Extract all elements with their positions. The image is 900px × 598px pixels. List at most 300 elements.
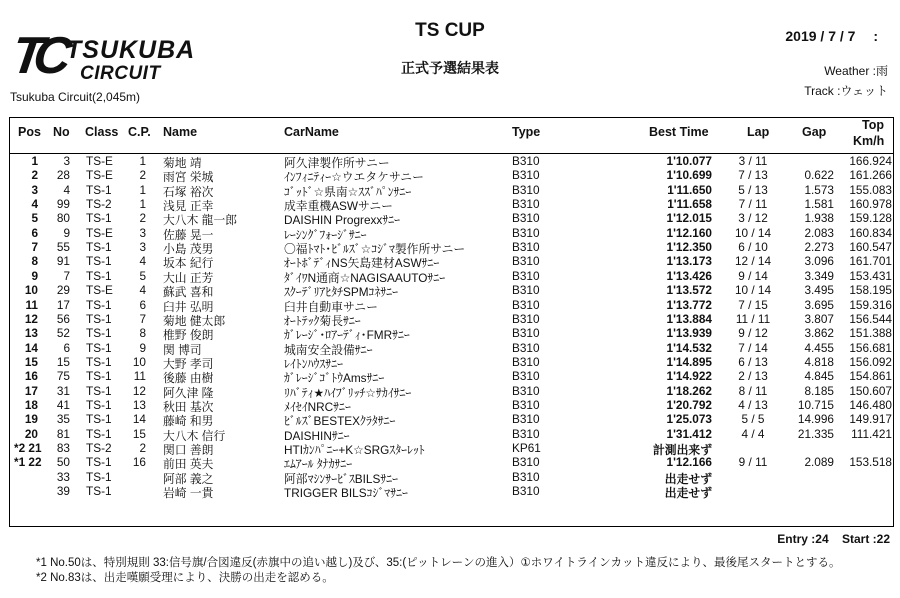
- cell-class: TS-1: [86, 326, 112, 341]
- cell-cp: 15: [132, 426, 146, 441]
- cell-best-time: 出走せず: [664, 471, 712, 486]
- cell-class: TS-1: [86, 455, 112, 470]
- cell-driver-name: 椎野 俊朗: [163, 328, 214, 343]
- cell-gap: 3.695: [804, 297, 834, 312]
- cell-driver-name: 藤崎 和男: [163, 414, 214, 429]
- cell-no: 6: [63, 340, 70, 355]
- table-row: [0, 369, 900, 386]
- cell-top-speed: 159.128: [849, 211, 892, 226]
- cell-best-time: 1'20.792: [666, 397, 712, 412]
- cell-no: 33: [56, 469, 70, 484]
- cell-cp: 2: [139, 441, 146, 455]
- cell-car-name: 阿久津製作所サニー: [284, 156, 390, 170]
- cell-class: TS-2: [86, 197, 112, 212]
- cell-cp: 1: [139, 197, 146, 212]
- cell-car-name: ｴﾑｱｰﾙ ﾀﾅｶｻﾆｰ: [284, 457, 353, 472]
- cell-top-speed: 155.083: [849, 182, 892, 197]
- cell-class: TS-1: [86, 268, 112, 283]
- cell-gap: 4.845: [804, 369, 834, 384]
- header-cp: C.P.: [128, 125, 151, 139]
- cell-class: TS-1: [86, 240, 112, 255]
- cell-gap: 1.938: [804, 211, 834, 226]
- cell-type: B310: [512, 311, 540, 326]
- cell-pos: 10: [24, 283, 38, 298]
- header-name: Name: [163, 125, 198, 139]
- cell-type: B310: [512, 369, 540, 384]
- cell-lap: 3 / 12: [738, 211, 768, 226]
- entry-start-summary: [777, 532, 890, 546]
- cell-pos: 15: [24, 354, 38, 369]
- cell-driver-name: 大野 孝司: [163, 356, 214, 371]
- cell-driver-name: 菊地 健太郎: [163, 313, 226, 328]
- cell-cp: 7: [139, 311, 146, 326]
- cell-driver-name: 関口 善朗: [163, 443, 214, 457]
- cell-best-time: 1'13.173: [666, 254, 712, 269]
- cell-class: TS-1: [86, 254, 112, 269]
- cell-no: 52: [56, 326, 70, 341]
- cell-gap: 3.495: [804, 283, 834, 298]
- cell-no: 17: [56, 297, 70, 312]
- cell-pos: 5: [31, 211, 38, 226]
- cell-top-speed: 146.480: [849, 397, 892, 412]
- cell-driver-name: 臼井 弘明: [163, 299, 214, 314]
- page-subtitle: 正式予選結果表: [401, 60, 499, 76]
- cell-cp: 4: [139, 283, 146, 298]
- cell-car-name: 〇福ﾄﾏﾄ･ﾋﾞﾙｽﾞ☆ｺｼﾞﾏ製作所サニー: [284, 242, 466, 257]
- table-row: [0, 298, 900, 312]
- cell-car-name: DAISHINｻﾆｰ: [284, 428, 350, 443]
- cell-pos: 4: [31, 197, 38, 212]
- cell-pos: 7: [31, 240, 38, 255]
- cell-pos: 18: [24, 397, 38, 412]
- cell-best-time: 1'13.426: [666, 268, 712, 283]
- cell-driver-name: 岩崎 一貴: [163, 486, 214, 501]
- cell-type: KP61: [512, 441, 541, 455]
- weather-info: Weather :雨: [824, 64, 888, 78]
- cell-top-speed: 160.834: [849, 225, 892, 240]
- cell-gap: 1.581: [804, 197, 834, 212]
- cell-pos: 1: [31, 154, 38, 168]
- cell-class: TS-E: [86, 154, 113, 168]
- cell-car-name: 成幸重機ASWサニー: [284, 199, 393, 214]
- table-row: [0, 398, 900, 412]
- cell-driver-name: 大八木 信行: [163, 428, 226, 443]
- cell-driver-name: 大山 正芳: [163, 270, 214, 285]
- cell-driver-name: 佐藤 晃一: [163, 227, 214, 242]
- cell-cp: 3: [139, 225, 146, 240]
- cell-best-time: 1'18.262: [666, 383, 712, 398]
- logo-mark: TC: [7, 27, 66, 85]
- cell-cp: 1: [139, 154, 146, 168]
- cell-car-name: ﾀﾞｲﾜN通商☆NAGISAAUTOｻﾆｰ: [284, 270, 446, 285]
- cell-best-time: 1'10.077: [666, 154, 712, 168]
- cell-no: 35: [56, 412, 70, 427]
- cell-no: 41: [56, 397, 70, 412]
- cell-gap: 2.089: [804, 455, 834, 470]
- cell-no: 91: [56, 254, 70, 269]
- table-row: [0, 254, 900, 271]
- cell-pos: 9: [31, 268, 38, 283]
- cell-no: 56: [56, 311, 70, 326]
- cell-top-speed: 156.681: [849, 340, 892, 355]
- cell-car-name: DAISHIN Progrexxｻﾆｰ: [284, 213, 401, 228]
- cell-car-name: ﾋﾞﾙｽﾞBESTEXｸﾗﾀｻﾆｰ: [284, 414, 396, 429]
- table-row: [0, 240, 900, 257]
- cell-cp: 2: [139, 168, 146, 183]
- cell-cp: 16: [132, 455, 146, 470]
- logo-word-tsukuba: TSUKUBA: [66, 36, 196, 64]
- cell-no: 99: [56, 197, 70, 212]
- cell-gap: 2.083: [804, 225, 834, 240]
- table-row: [0, 197, 900, 214]
- cell-lap: 3 / 11: [738, 154, 768, 168]
- track-condition: Track :ウェット: [804, 84, 888, 98]
- cell-type: B310: [512, 268, 540, 283]
- header-lap: Lap: [747, 125, 770, 139]
- table-row: [0, 269, 900, 283]
- cell-type: B310: [512, 168, 540, 183]
- header-no: No: [53, 125, 70, 139]
- cell-top-speed: 166.924: [849, 154, 892, 168]
- cell-class: TS-2: [86, 441, 112, 455]
- footnotes: [36, 556, 840, 586]
- cell-lap: 7 / 11: [738, 197, 768, 212]
- cell-best-time: 1'11.650: [667, 182, 712, 197]
- cell-top-speed: 111.421: [851, 426, 892, 441]
- cell-lap: 7 / 13: [738, 168, 768, 183]
- cell-type: B310: [512, 240, 540, 255]
- cell-lap: 5 / 5: [741, 412, 765, 427]
- table-row: [0, 470, 900, 484]
- cell-gap: 3.807: [804, 311, 834, 326]
- start-count: Start :22: [841, 532, 890, 546]
- cell-no: 28: [56, 168, 70, 183]
- cell-lap: 5 / 13: [738, 182, 768, 197]
- table-row: [0, 211, 900, 228]
- table-row: [0, 441, 900, 455]
- cell-top-speed: 161.701: [849, 254, 892, 269]
- cell-lap: 10 / 14: [734, 283, 772, 298]
- page-title: TS CUP: [415, 20, 485, 41]
- cell-class: TS-1: [86, 469, 112, 484]
- cell-gap: 10.715: [797, 397, 834, 412]
- cell-top-speed: 150.607: [849, 383, 892, 398]
- table-row: [0, 312, 900, 326]
- cell-no: 50: [56, 455, 70, 470]
- cell-top-speed: 160.547: [849, 240, 892, 255]
- cell-lap: 7 / 14: [738, 340, 768, 355]
- cell-best-time: 1'11.658: [667, 197, 712, 212]
- cell-class: TS-1: [86, 426, 112, 441]
- cell-pos: 16: [24, 369, 38, 384]
- cell-no: 9: [63, 225, 70, 240]
- cell-no: 55: [56, 240, 70, 255]
- cell-top-speed: 154.861: [849, 369, 892, 384]
- cell-pos: 2: [31, 168, 38, 183]
- cell-top-speed: 153.431: [849, 268, 892, 283]
- cell-cp: 4: [139, 254, 146, 269]
- cell-pos: 6: [31, 225, 38, 240]
- cell-type: B310: [512, 469, 540, 484]
- cell-car-name: 城南安全設備ｻﾆｰ: [284, 342, 373, 357]
- cell-driver-name: 石塚 裕次: [163, 184, 214, 199]
- cell-best-time: 計測出来ず: [653, 443, 712, 457]
- cell-pos: 13: [24, 326, 38, 341]
- cell-lap: 6 / 13: [738, 354, 768, 369]
- header-carname: CarName: [284, 125, 339, 139]
- cell-type: B310: [512, 455, 540, 470]
- table-row: [0, 412, 900, 429]
- cell-class: TS-1: [86, 340, 112, 355]
- cell-best-time: 1'12.350: [666, 240, 712, 255]
- cell-cp: 2: [139, 211, 146, 226]
- cell-class: TS-E: [86, 225, 113, 240]
- entry-count: Entry :24: [777, 532, 829, 546]
- cell-best-time: 1'25.073: [666, 412, 712, 427]
- cell-cp: 1: [139, 182, 146, 197]
- cell-lap: 9 / 12: [738, 326, 768, 341]
- cell-lap: 12 / 14: [734, 254, 772, 269]
- cell-car-name: ｶﾞﾚｰｼﾞｺﾞﾄｳAmsｻﾆｰ: [284, 371, 385, 386]
- cell-best-time: 1'13.772: [666, 297, 712, 312]
- cell-gap: 2.273: [804, 240, 834, 255]
- cell-car-name: ﾚｲﾄﾝﾊｳｽｻﾆｰ: [284, 356, 343, 371]
- cell-car-name: ｶﾞﾚｰｼﾞ･ﾛｱｰﾃﾞｨ･FMRｻﾆｰ: [284, 328, 410, 343]
- cell-class: TS-1: [86, 369, 112, 384]
- logo-word-circuit: CIRCUIT: [80, 63, 161, 84]
- cell-type: B310: [512, 326, 540, 341]
- table-row: [0, 455, 900, 472]
- cell-lap: 4 / 4: [741, 426, 765, 441]
- cell-pos: 3: [31, 182, 38, 197]
- cell-no: 4: [63, 182, 70, 197]
- cell-car-name: TRIGGER BILSｺｼﾞﾏｻﾆｰ: [284, 486, 408, 501]
- cell-cp: 8: [139, 326, 146, 341]
- cell-gap: 14.996: [797, 412, 834, 427]
- table-row: [0, 183, 900, 197]
- cell-cp: 11: [133, 369, 146, 384]
- cell-pos: *1 22: [14, 455, 42, 470]
- cell-class: TS-1: [86, 484, 112, 499]
- cell-pos: 19: [24, 412, 38, 427]
- cell-no: 15: [56, 354, 70, 369]
- cell-car-name: HTIｶﾝﾊﾟﾆｰ+K☆SRGｽﾀｰﾚｯﾄ: [284, 443, 425, 457]
- cell-cp: 13: [132, 397, 146, 412]
- cell-gap: 4.455: [804, 340, 834, 355]
- cell-lap: 11 / 11: [735, 311, 771, 326]
- cell-type: B310: [512, 354, 540, 369]
- cell-top-speed: 156.544: [849, 311, 892, 326]
- cell-class: TS-1: [86, 182, 112, 197]
- cell-no: 83: [56, 441, 70, 455]
- cell-type: B310: [512, 397, 540, 412]
- cell-pos: 14: [24, 340, 38, 355]
- cell-type: B310: [512, 484, 540, 499]
- header-top: Top: [862, 118, 884, 132]
- cell-class: TS-1: [86, 297, 112, 312]
- cell-class: TS-1: [86, 211, 112, 226]
- cell-type: B310: [512, 225, 540, 240]
- cell-best-time: 1'13.939: [666, 326, 712, 341]
- cell-driver-name: 関 博司: [163, 342, 202, 357]
- cell-no: 31: [56, 383, 70, 398]
- cell-type: B310: [512, 197, 540, 212]
- table-row: [0, 355, 900, 369]
- cell-lap: 10 / 14: [734, 225, 772, 240]
- cell-no: 7: [63, 268, 70, 283]
- footnote-2: *2 No.83は、出走嘆願受理により、決勝の出走を認める。: [36, 572, 334, 584]
- cell-lap: 6 / 10: [738, 240, 768, 255]
- cell-lap: 7 / 15: [738, 297, 768, 312]
- cell-top-speed: 159.316: [849, 297, 892, 312]
- cell-type: B310: [512, 383, 540, 398]
- cell-gap: 3.862: [804, 326, 834, 341]
- cell-driver-name: 大八木 龍一郎: [163, 213, 238, 228]
- cell-top-speed: 160.978: [849, 197, 892, 212]
- cell-driver-name: 浅見 正幸: [163, 199, 214, 214]
- cell-gap: 8.185: [804, 383, 834, 398]
- table-row: [0, 154, 900, 168]
- cell-class: TS-1: [86, 397, 112, 412]
- cell-gap: 3.096: [804, 254, 834, 269]
- cell-car-name: ｲﾝﾌｨﾆﾃｨｰ☆ウエタケサニー: [284, 170, 424, 185]
- cell-car-name: ｵｰﾄﾎﾞﾃﾞｨNS矢島建材ASWｻﾆｰ: [284, 256, 440, 271]
- cell-gap: 0.622: [804, 168, 834, 183]
- cell-driver-name: 小島 茂男: [163, 242, 214, 257]
- cell-type: B310: [512, 283, 540, 298]
- cell-gap: 1.573: [804, 182, 834, 197]
- cell-top-speed: 151.388: [849, 326, 892, 341]
- cell-class: TS-1: [86, 354, 112, 369]
- table-row: [0, 326, 900, 343]
- header-best-time: Best Time: [649, 125, 709, 139]
- cell-top-speed: 153.518: [849, 455, 892, 470]
- cell-gap: 4.818: [804, 354, 834, 369]
- cell-type: B310: [512, 211, 540, 226]
- cell-cp: 14: [132, 412, 146, 427]
- cell-cp: 3: [139, 240, 146, 255]
- cell-class: TS-1: [86, 383, 112, 398]
- table-row: [0, 168, 900, 185]
- cell-no: 39: [56, 484, 70, 499]
- cell-pos: *2 21: [14, 441, 42, 455]
- header-gap: Gap: [802, 125, 827, 139]
- cell-driver-name: 阿久津 隆: [163, 385, 214, 400]
- cell-cp: 5: [139, 268, 146, 283]
- cell-best-time: 1'31.412: [666, 426, 712, 441]
- cell-type: B310: [512, 426, 540, 441]
- event-date: 2019 / 7 / 7 :: [785, 28, 878, 44]
- cell-best-time: 1'12.160: [666, 225, 712, 240]
- cell-no: 75: [56, 369, 70, 384]
- cell-pos: 12: [24, 311, 38, 326]
- cell-lap: 9 / 11: [738, 455, 768, 470]
- cell-pos: 20: [24, 426, 38, 441]
- cell-best-time: 1'14.922: [666, 369, 712, 384]
- cell-driver-name: 菊地 靖: [163, 156, 202, 170]
- cell-cp: 9: [139, 340, 146, 355]
- header-pos: Pos: [18, 125, 41, 139]
- cell-driver-name: 前田 英夫: [163, 457, 214, 472]
- cell-best-time: 出走せず: [664, 486, 712, 501]
- cell-no: 80: [56, 211, 70, 226]
- table-row: [0, 341, 900, 355]
- cell-type: B310: [512, 340, 540, 355]
- cell-no: 81: [56, 426, 70, 441]
- circuit-label: Tsukuba Circuit(2,045m): [10, 90, 141, 104]
- cell-best-time: 1'12.166: [666, 455, 712, 470]
- table-row: [0, 484, 900, 501]
- cell-lap: 8 / 11: [738, 383, 768, 398]
- cell-car-name: ﾒｲｾｲNRCｻﾆｰ: [284, 399, 351, 414]
- cell-best-time: 1'14.532: [666, 340, 712, 355]
- cell-driver-name: 蘇武 喜和: [163, 285, 214, 300]
- cell-type: B310: [512, 182, 540, 197]
- cell-class: TS-E: [86, 168, 113, 183]
- footnote-1: *1 No.50は、特別規則 33:信号旗/合図違反(赤旗中の追い越し)及び、35:(ピットレーンの進入）①ホワイトラインカット違反により、最後尾スタートとする。: [36, 557, 841, 569]
- cell-lap: 4 / 13: [738, 397, 768, 412]
- cell-type: B310: [512, 412, 540, 427]
- cell-car-name: 阿部ﾏｼﾝｻｰﾋﾞｽBILSｻﾆｰ: [284, 471, 399, 486]
- cell-car-name: 臼井自動車サニー: [284, 299, 378, 314]
- cell-class: TS-1: [86, 412, 112, 427]
- cell-car-name: ﾘﾊﾞﾃｨ★ﾊｲﾌﾞﾘｯﾁ☆ｻｶｲｻﾆｰ: [284, 385, 412, 400]
- cell-car-name: ｺﾞｯﾄﾞ☆県南☆ｽｽﾞﾊﾟﾝｻﾆｰ: [284, 184, 412, 199]
- table-row: [0, 384, 900, 398]
- table-row: [0, 226, 900, 240]
- cell-no: 29: [56, 283, 70, 298]
- cell-pos: 8: [31, 254, 38, 269]
- cell-cp: 12: [132, 383, 146, 398]
- cell-car-name: ｵｰﾄﾃｯｸ菊長ｻﾆｰ: [284, 313, 361, 328]
- cell-lap: 2 / 13: [738, 369, 768, 384]
- cell-top-speed: 149.917: [849, 412, 892, 427]
- cell-best-time: 1'13.572: [666, 283, 712, 298]
- cell-top-speed: 158.195: [849, 283, 892, 298]
- cell-class: TS-E: [86, 283, 113, 298]
- cell-best-time: 1'14.895: [666, 354, 712, 369]
- cell-best-time: 1'12.015: [666, 211, 712, 226]
- cell-top-speed: 161.266: [849, 168, 892, 183]
- cell-type: B310: [512, 154, 540, 168]
- cell-driver-name: 秋田 基次: [163, 399, 214, 414]
- cell-car-name: ｽｸｰﾃﾞﾘｱﾋﾀﾁSPMｺﾈｻﾆｰ: [284, 285, 399, 300]
- cell-driver-name: 坂本 紀行: [163, 256, 214, 271]
- cell-cp: 6: [139, 297, 146, 312]
- header-class: Class: [85, 125, 119, 139]
- cell-lap: 9 / 14: [738, 268, 768, 283]
- cell-driver-name: 後藤 由樹: [163, 371, 214, 386]
- cell-type: B310: [512, 254, 540, 269]
- header-kmh: Km/h: [853, 134, 885, 148]
- cell-gap: 3.349: [804, 268, 834, 283]
- header-type: Type: [512, 125, 541, 139]
- cell-pos: 17: [24, 383, 38, 398]
- cell-type: B310: [512, 297, 540, 312]
- table-row: [0, 283, 900, 300]
- cell-car-name: ﾚｰｼﾝｸﾞﾌｫｰｼﾞｻﾆｰ: [284, 227, 367, 242]
- cell-class: TS-1: [86, 311, 112, 326]
- cell-gap: 21.335: [797, 426, 834, 441]
- cell-no: 3: [63, 154, 70, 168]
- table-row: [0, 427, 900, 441]
- cell-best-time: 1'13.884: [666, 311, 712, 326]
- cell-pos: 11: [25, 297, 38, 312]
- cell-cp: 10: [132, 354, 146, 369]
- cell-driver-name: 雨宮 栄城: [163, 170, 214, 185]
- cell-best-time: 1'10.699: [666, 168, 712, 183]
- cell-top-speed: 156.092: [849, 354, 892, 369]
